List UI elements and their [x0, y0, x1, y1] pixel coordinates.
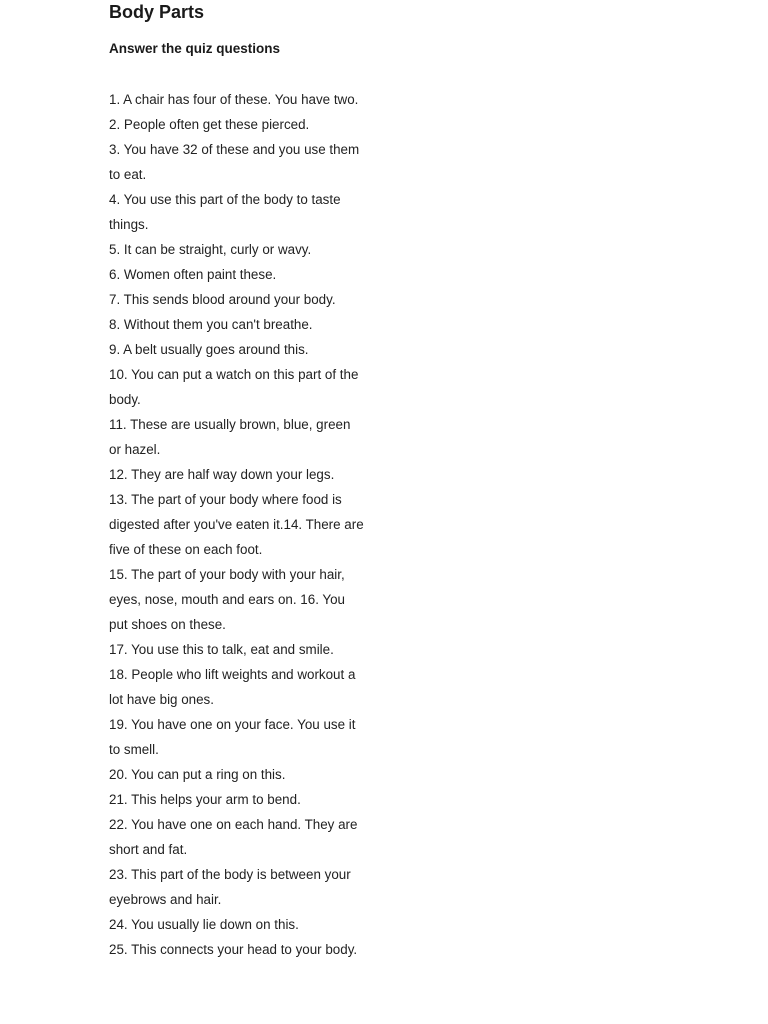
question-item: 25. This connects your head to your body.	[109, 942, 358, 957]
question-item: 24. You usually lie down on this.	[109, 917, 299, 932]
question-item: 17. You use this to talk, eat and smile.	[109, 642, 334, 657]
question-item: 20. You can put a ring on this.	[109, 767, 286, 782]
question-item: 3. You have 32 of these and you use them to eat.	[109, 142, 360, 182]
quiz-instructions: Answer the quiz questions	[109, 41, 281, 56]
question-item: 9. A belt usually goes around this.	[109, 342, 309, 357]
question-item: 1. A chair has four of these. You have two.	[109, 92, 359, 107]
question-item: 11. These are usually brown, blue, green or hazel.	[109, 417, 351, 457]
question-item: 13. The part of your body where food is digested after you've eaten it.14. There are five of these on each foot.	[109, 492, 364, 557]
question-item: 22. You have one on each hand. They are short and fat.	[109, 817, 358, 857]
question-list	[109, 87, 365, 962]
question-item: 10. You can put a watch on this part of the body.	[109, 367, 359, 407]
question-item: 8. Without them you can't breathe.	[109, 317, 313, 332]
question-item: 23. This part of the body is between your eyebrows and hair.	[109, 867, 351, 907]
page-title: Body Parts	[109, 2, 205, 22]
question-item: 7. This sends blood around your body.	[109, 292, 336, 307]
question-item: 21. This helps your arm to bend.	[109, 792, 301, 807]
question-item: 6. Women often paint these.	[109, 267, 277, 282]
question-item: 2. People often get these pierced.	[109, 117, 310, 132]
question-item: 12. They are half way down your legs.	[109, 467, 335, 482]
question-item: 19. You have one on your face. You use it to smell.	[109, 717, 356, 757]
question-item: 15. The part of your body with your hair, eyes, nose, mouth and ears on. 16. You put shoes on these.	[109, 567, 345, 632]
question-item: 18. People who lift weights and workout a lot have big ones.	[109, 667, 356, 707]
question-item: 5. It can be straight, curly or wavy.	[109, 242, 312, 257]
question-item: 4. You use this part of the body to taste things.	[109, 192, 341, 232]
